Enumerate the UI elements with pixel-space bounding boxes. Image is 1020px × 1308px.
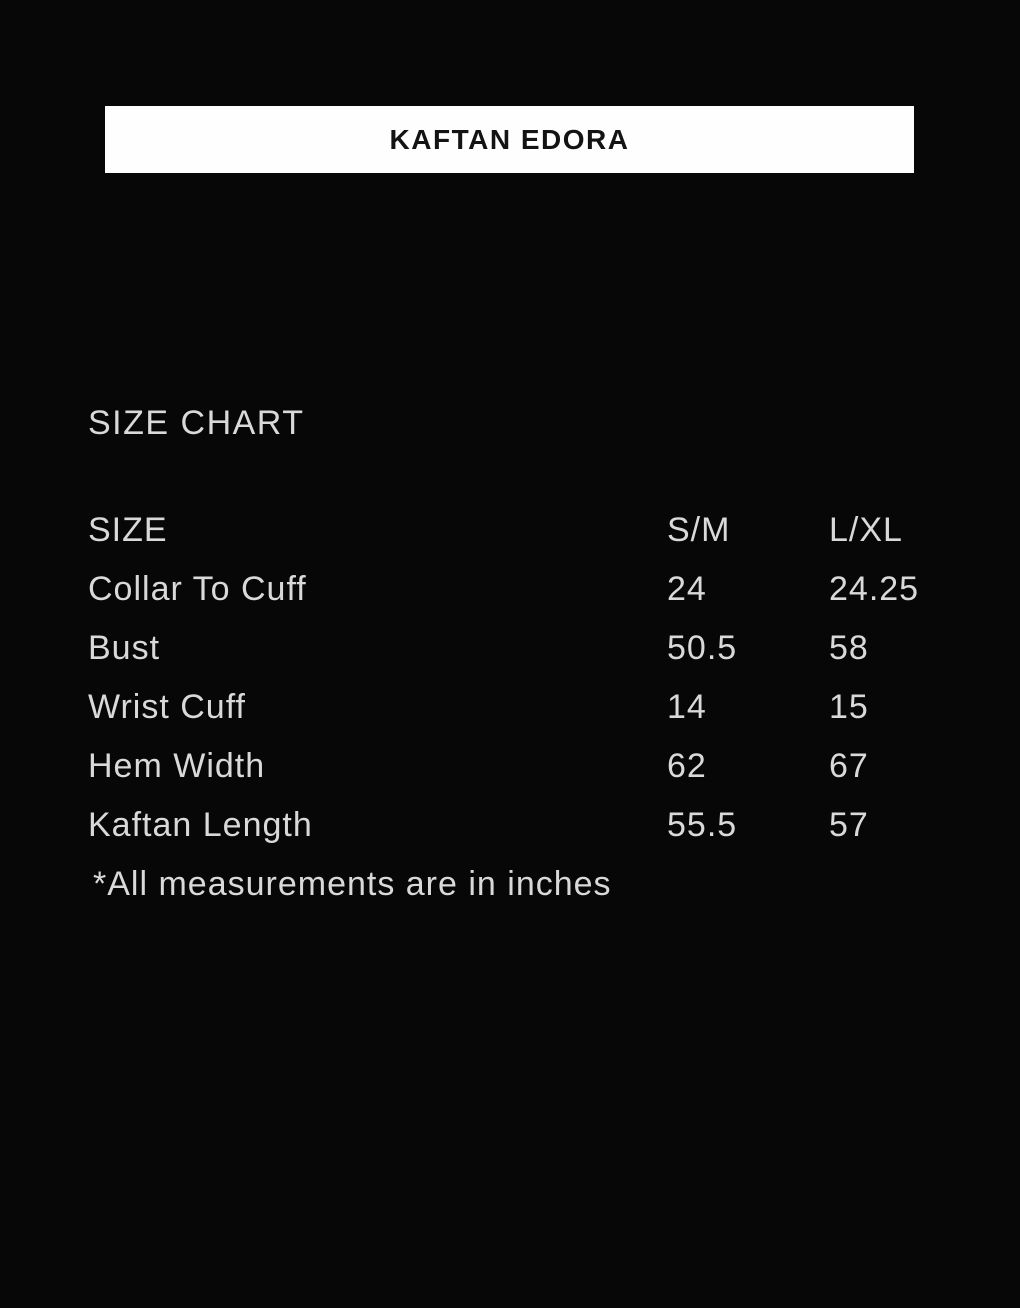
row-value-sm: 55.5 xyxy=(667,806,738,844)
row-value-lxl: 67 xyxy=(829,747,869,785)
row-label: Bust xyxy=(88,629,161,667)
product-title: KAFTAN EDORA xyxy=(389,123,630,155)
table-header-row xyxy=(88,501,932,560)
table-row xyxy=(88,796,932,855)
table-row xyxy=(88,737,932,796)
column-header-size: SIZE xyxy=(88,511,168,549)
table-row xyxy=(88,560,932,619)
row-value-lxl: 15 xyxy=(829,688,869,726)
row-value-sm: 14 xyxy=(667,688,707,726)
size-chart-heading: SIZE CHART xyxy=(88,404,305,442)
measurements-footnote: *All measurements are in inches xyxy=(93,865,612,903)
row-label: Hem Width xyxy=(88,747,266,785)
row-value-lxl: 58 xyxy=(829,629,869,667)
row-label: Wrist Cuff xyxy=(88,688,246,726)
row-value-lxl: 57 xyxy=(829,806,869,844)
row-value-sm: 62 xyxy=(667,747,707,785)
size-chart-table xyxy=(88,501,932,914)
column-header-lxl: L/XL xyxy=(829,511,903,549)
row-label: Kaftan Length xyxy=(88,806,313,844)
table-row xyxy=(88,619,932,678)
product-title-banner xyxy=(105,106,914,173)
table-row xyxy=(88,678,932,737)
row-value-sm: 50.5 xyxy=(667,629,738,667)
row-value-sm: 24 xyxy=(667,570,707,608)
column-header-sm: S/M xyxy=(667,511,731,549)
row-value-lxl: 24.25 xyxy=(829,570,920,608)
row-label: Collar To Cuff xyxy=(88,570,307,608)
